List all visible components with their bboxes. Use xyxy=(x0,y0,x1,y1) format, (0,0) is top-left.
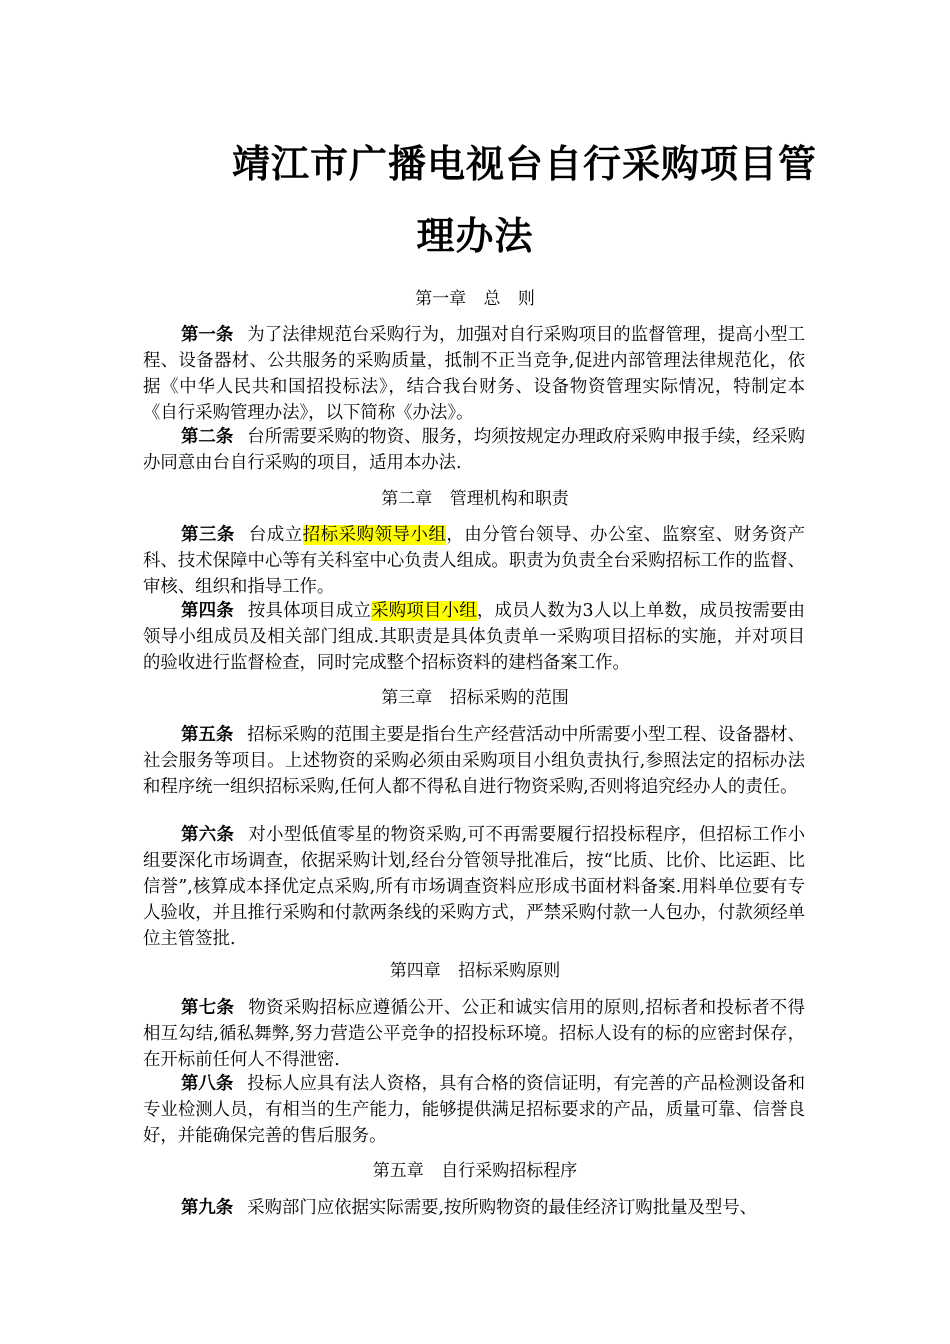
article-text: 招标采购的范围主要是指台生产经营活动中所需要小型工程、设备器材、社会服务等项目。上述物资的采购必须由采购项目小组负责执行,参照法定的招标办法和程序统一组织招标采购,任何人都不得私自进行物资采购,否则将追究经办人的责任。 xyxy=(143,725,805,797)
chapter-heading-5: 第五章 自行采购招标程序 xyxy=(372,1161,578,1181)
article-4 xyxy=(143,598,805,676)
article-label: 第八条 xyxy=(181,1074,234,1094)
article-text-post: ，由分管台领导、办公室、监察室、财务资产科、技术保障中心等有关科室中心负责人组成。职责为负责全台采购招标工作的监督、审核、组织和指导工作。 xyxy=(143,525,805,597)
article-label: 第六条 xyxy=(181,825,235,845)
article-text-pre: 台成立 xyxy=(248,525,303,545)
article-text: 物资采购招标应遵循公开、公正和诚实信用的原则,招标者和投标者不得相互勾结,循私舞弊,努力营造公平竞争的招投标环境。招标人设有的标的应密封保存，在开标前任何人不得泄密. xyxy=(143,998,805,1070)
article-1 xyxy=(143,322,805,426)
article-label: 第九条 xyxy=(181,1198,234,1218)
article-label: 第七条 xyxy=(181,998,235,1018)
article-3 xyxy=(143,522,805,600)
article-text: 采购部门应依据实际需要,按所购物资的最佳经济订购批量及型号、 xyxy=(247,1198,758,1218)
article-8 xyxy=(143,1071,805,1149)
document-title-line2: 理办法 xyxy=(416,213,534,258)
article-7 xyxy=(143,995,805,1073)
article-text: 为了法律规范台采购行为，加强对自行采购项目的监督管理，提高小型工程、设备器材、公共服务的采购质量，抵制不正当竞争,促进内部管理法律规范化，依据《中华人民共和国招投标法》，结合我台财务、设备物资管理实际情况，特制定本《自行采购管理办法》，以下简称《办法》。 xyxy=(143,325,805,423)
highlighted-term: 采购项目小组 xyxy=(371,601,477,621)
article-2 xyxy=(143,424,805,476)
chapter-heading-3: 第三章 招标采购的范围 xyxy=(381,688,569,708)
article-label: 第五条 xyxy=(181,725,234,745)
article-text: 投标人应具有法人资格，具有合格的资信证明，有完善的产品检测设备和专业检测人员，有相当的生产能力，能够提供满足招标要求的产品，质量可靠、信誉良好，并能确保完善的售后服务。 xyxy=(143,1074,805,1146)
article-text: 对小型低值零星的物资采购,可不再需要履行招投标程序，但招标工作小组要深化市场调查，依据采购计划,经台分管领导批准后，按“比质、比价、比运距、比信誉”,核算成本择优定点采购,所有市场调查资料应形成书面材料备案.用料单位要有专人验收，并且推行采购和付款两条线的采购方式，严禁采购付款一人包办，付款须经单位主管签批. xyxy=(143,825,805,949)
article-label: 第一条 xyxy=(181,325,234,345)
article-5 xyxy=(143,722,805,800)
article-text-post: ，成员人数为3人以上单数，成员按需要由领导小组成员及相关部门组成.其职责是具体负责单一采购项目招标的实施，并对项目的验收进行监督检查，同时完成整个招标资料的建档备案工作。 xyxy=(143,601,805,673)
article-label: 第三条 xyxy=(181,525,235,545)
chapter-heading-1: 第一章 总 则 xyxy=(415,289,535,309)
article-label: 第二条 xyxy=(181,427,234,447)
article-text-pre: 按具体项目成立 xyxy=(247,601,372,621)
article-text: 台所需要采购的物资、服务，均须按规定办理政府采购申报手续，经采购办同意由台自行采购的项目，适用本办法. xyxy=(143,427,805,473)
article-9 xyxy=(143,1195,805,1221)
chapter-heading-4: 第四章 招标采购原则 xyxy=(389,961,561,981)
article-label: 第四条 xyxy=(181,601,234,621)
highlighted-term: 招标采购领导小组 xyxy=(302,525,447,545)
article-6 xyxy=(143,822,805,952)
chapter-heading-2: 第二章 管理机构和职责 xyxy=(381,489,569,509)
document-title-line1: 靖江市广播电视台自行采购项目管 xyxy=(232,141,818,186)
